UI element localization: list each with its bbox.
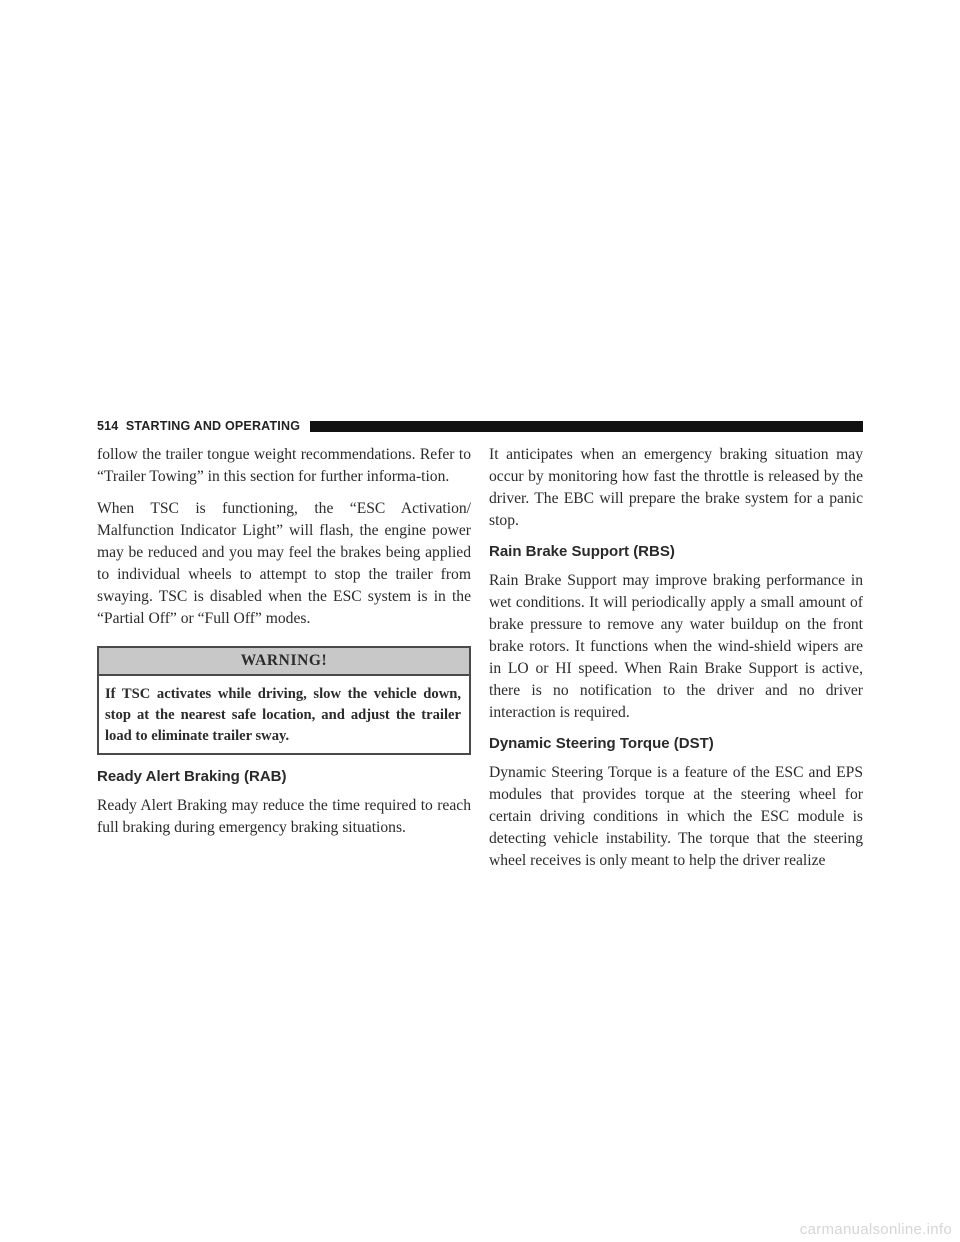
heading-dst: Dynamic Steering Torque (DST) — [489, 735, 714, 752]
paragraph-rab-intro: Ready Alert Braking may reduce the time required to reach full braking during emergency braking situations. — [97, 797, 471, 836]
warning-box — [97, 646, 471, 755]
section-title: STARTING AND OPERATING — [125, 419, 301, 433]
page-header — [97, 419, 863, 434]
page-number: 514 — [97, 419, 119, 433]
warning-body: If TSC activates while driving, slow the vehicle down, stop at the nearest safe location, and adjust the trailer load to eliminate trailer sway. — [105, 686, 461, 744]
watermark: carmanualsonline.info — [799, 1221, 952, 1238]
header-rule — [310, 421, 863, 432]
paragraph-dst: Dynamic Steering Torque is a feature of the ESC and EPS modules that provides torque at the steering wheel for certain driving conditions in which the ESC module is detecting vehicle instability. The torque that the steering wheel receives is only meant to help the driver realize — [489, 764, 863, 869]
heading-rbs: Rain Brake Support (RBS) — [489, 543, 675, 560]
warning-title: WARNING! — [99, 648, 469, 676]
header-text — [97, 418, 300, 435]
paragraph-rab-continued: It anticipates when an emergency braking situation may occur by monitoring how fast the throttle is released by the driver. The EBC will prepare the brake system for a panic stop. — [489, 446, 863, 529]
paragraph-tsc-functioning: When TSC is functioning, the “ESC Activation/ Malfunction Indicator Light” will flash, the engine power may be reduced and you may feel the brakes being applied to individual wheels to attempt to stop the trailer from swaying. TSC is disabled when the ESC system is in the “Partial Off” or “Full Off” modes. — [97, 500, 471, 627]
paragraph-trailer-tongue: follow the trailer tongue weight recommendations. Refer to “Trailer Towing” in this section for further informa-tion. — [97, 446, 471, 485]
right-column — [489, 444, 863, 882]
left-column — [97, 444, 471, 849]
heading-rab: Ready Alert Braking (RAB) — [97, 768, 287, 785]
paragraph-rbs: Rain Brake Support may improve braking performance in wet conditions. It will periodically apply a small amount of brake pressure to remove any water buildup on the front brake rotors. It functions when the wind-shield wipers are in LO or HI speed. When Rain Brake Support is active, there is no notification to the driver and no driver interaction is required. — [489, 572, 863, 721]
